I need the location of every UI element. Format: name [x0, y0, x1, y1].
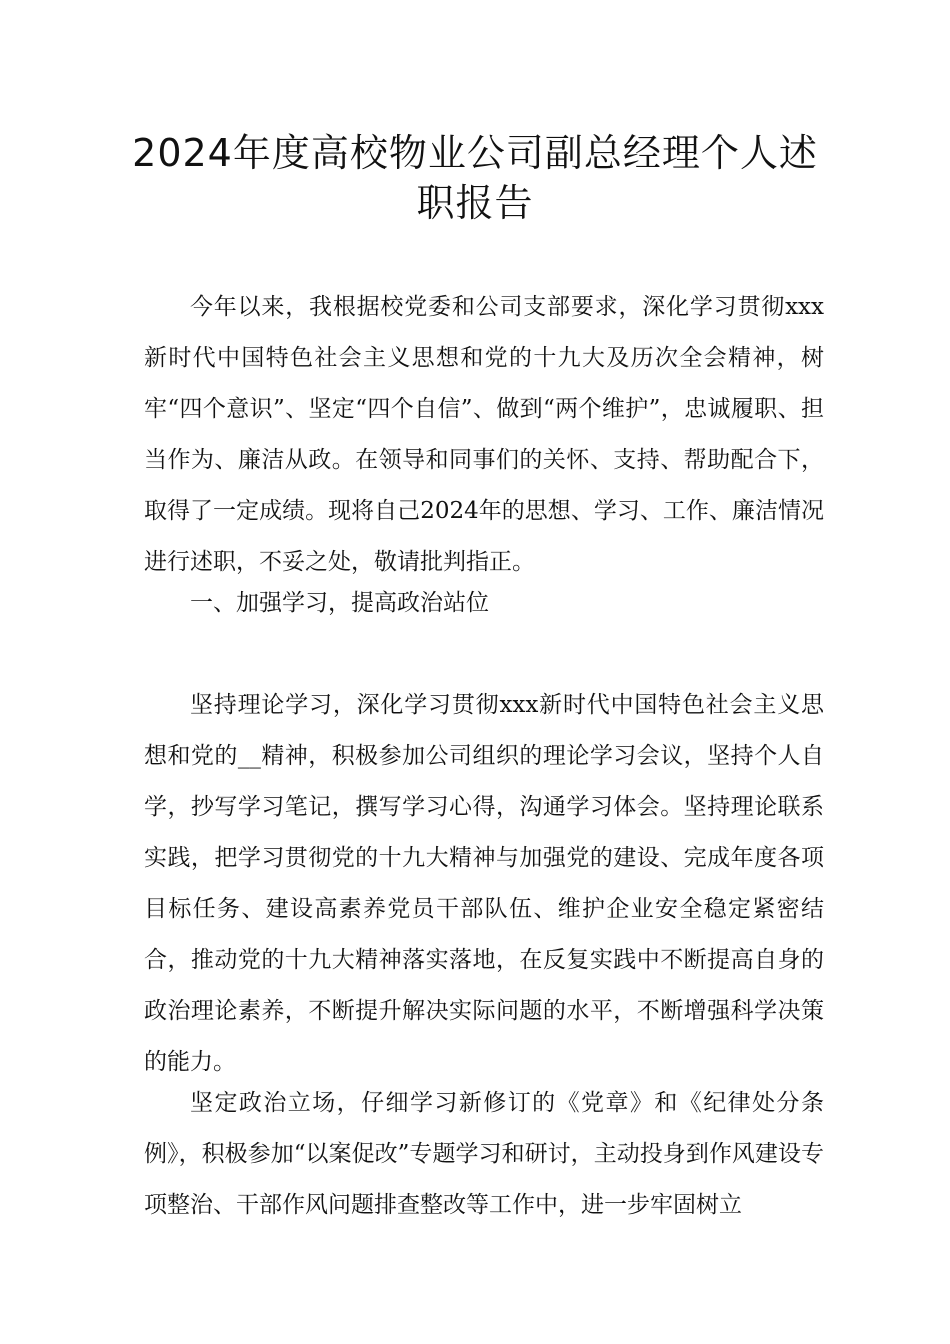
section-heading: 一、加强学习，提高政治站位	[190, 590, 489, 616]
body-paragraph: 坚持理论学习，深化学习贯彻xxx新时代中国特色社会主义思想和党的__精神，积极参加公司组织的理论学习会议，坚持个人自学，抄写学习笔记，撰写学习心得，沟通学习体会。坚持理论联系实践，把学习贯彻党的十九大精神与加强党的建设、完成年度各项目标任务、建设高素养党员干部队伍、维护企业安全稳定紧密结合，推动党的十九大精神落实落地，在反复实践中不断提高自身的政治理论素养，不断提升解决实际问题的水平，不断增强科学决策的能力。	[144, 692, 824, 1075]
title-line-2: 职报告	[416, 181, 534, 225]
body-paragraph: 坚定政治立场，仔细学习新修订的《党章》和《纪律处分条例》，积极参加“以案促改”专题学习和研讨，主动投身到作风建设专项整治、干部作风问题排查整改等工作中，进一步牢固树立	[144, 1090, 824, 1218]
intro-paragraph: 今年以来，我根据校党委和公司支部要求，深化学习贯彻xxx新时代中国特色社会主义思想和党的十九大及历次全会精神，树牢“四个意识”、坚定“四个自信”、做到“两个维护”，忠诚履职、担当作为、廉洁从政。在领导和同事们的关怀、支持、帮助配合下，取得了一定成绩。现将自己2024年的思想、学习、工作、廉洁情况进行述职，不妥之处，敬请批判指正。	[144, 294, 824, 575]
document-title	[100, 128, 850, 228]
title-line-1: 2024年度高校物业公司副总经理个人述	[132, 131, 818, 175]
